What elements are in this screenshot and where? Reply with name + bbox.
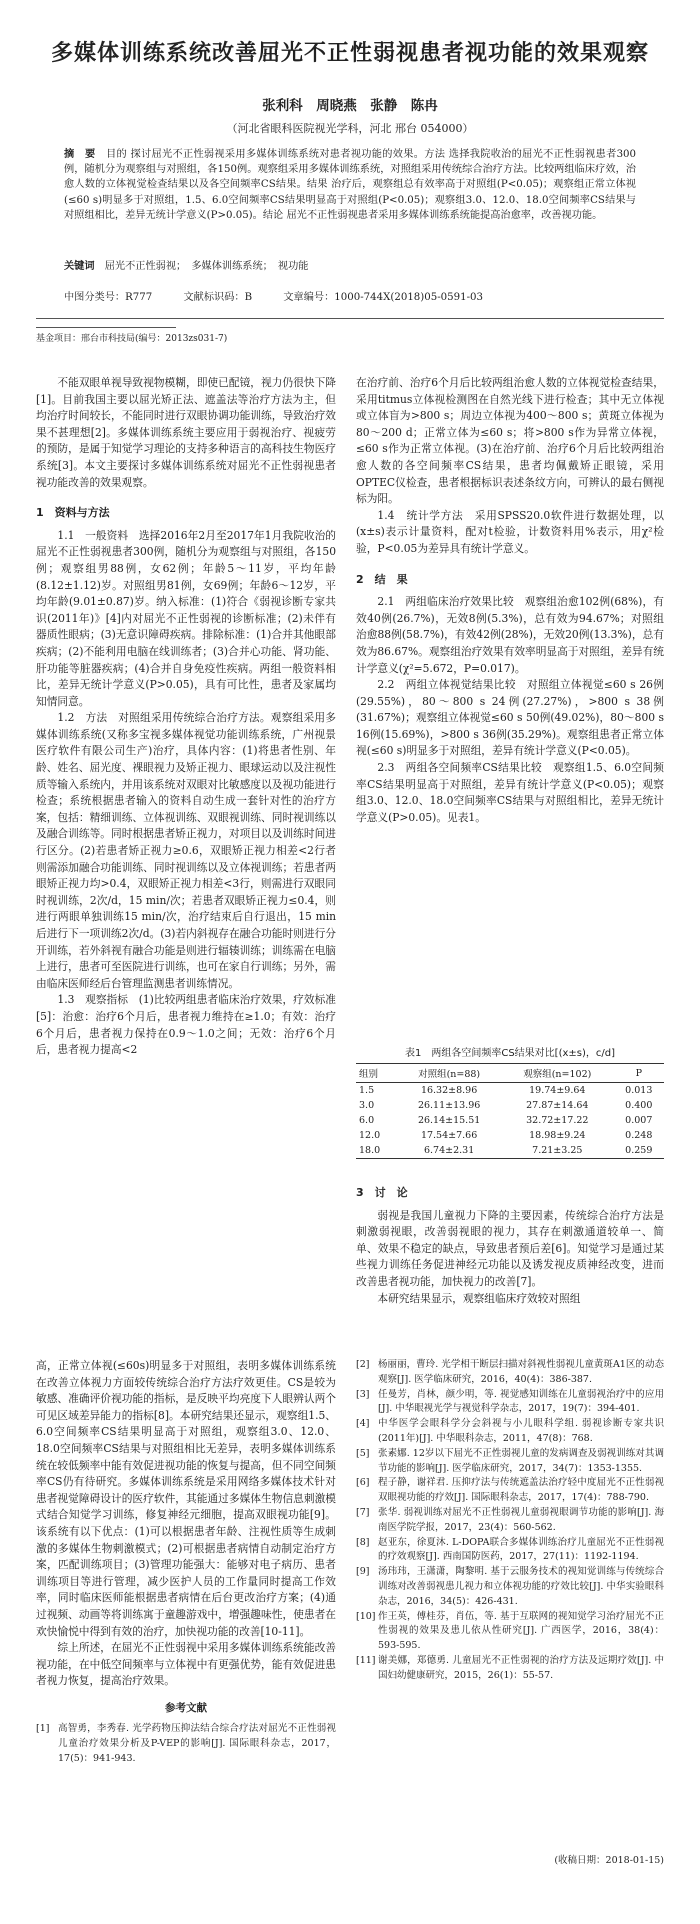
paragraph: 2.3 两组各空间频率CS结果比较 观察组1.5、6.0空间频率CS结果明显高于对照组，差异有统计学意义(P<0.05)；观察组3.0、12.0、18.0空间频率CS结果与对照组相比，差异无统计学意义(P>0.05)。见表1。 bbox=[356, 761, 664, 824]
table-cell: 32.72±17.22 bbox=[526, 1115, 589, 1126]
table-row bbox=[356, 1083, 664, 1099]
references-title: 参考文献 bbox=[165, 1701, 207, 1714]
table-cell: 0.400 bbox=[625, 1100, 653, 1111]
abstract-label: 摘 要 bbox=[64, 149, 96, 160]
section-heading: 2 结 果 bbox=[356, 572, 408, 586]
table-cell: 26.11±13.96 bbox=[417, 1100, 481, 1111]
keywords bbox=[64, 257, 636, 272]
reference-text: 任曼芳，肖林，颜少明，等. 视觉感知训练在儿童弱视治疗中的应用[J]. 中华眼视光学与视觉科学杂志，2017，19(7)：394-401. bbox=[378, 1388, 664, 1415]
table-row bbox=[356, 1143, 664, 1159]
section-heading: 1 资料与方法 bbox=[36, 506, 110, 520]
reference-item bbox=[356, 1565, 664, 1609]
table-cell: 1.5 bbox=[359, 1085, 375, 1096]
keywords-text: 屈光不正性弱视； 多媒体训练系统； 视功能 bbox=[104, 261, 309, 272]
right-column-2 bbox=[356, 1171, 664, 1307]
table-header-cell: 观察组(n=102) bbox=[523, 1069, 592, 1080]
article-number: 文章编号：1000-744X(2018)05-0591-03 bbox=[283, 292, 483, 303]
left-column-1 bbox=[36, 375, 336, 1059]
reference-item bbox=[356, 1610, 664, 1654]
table-cell: 6.0 bbox=[359, 1115, 375, 1126]
reference-item bbox=[356, 1358, 664, 1388]
abstract bbox=[64, 147, 636, 223]
abstract-text: 目的 探讨屈光不正性弱视采用多媒体训练系统对患者视功能的效果。方法 选择我院收治的屈光不正性弱视患者300例，随机分为观察组与对照组，各150例。观察组采用多媒体训练系统，对照组采用传统综合治疗方法。比较两组临床疗效，治愈人数的立体视觉检查结果以及各空间频率CS结果。结果 治疗后，观察组总有效率高于对照组(P<0.05)；观察组正常立体视(≤60 s)明显多于对照组，1.5、6.0空间频率CS结果明显高于对照组(P<0.05)；观察组3.0、12.0、18.0空间频率CS结果与对照组相比，差异无统计学意义(P>0.05)。结论 屈光不正性弱视患者采用多媒体训练系统能提高治愈率，改善视功能。 bbox=[64, 149, 637, 221]
reference-number: [8] bbox=[356, 1536, 370, 1548]
table-header-cell: P bbox=[635, 1067, 642, 1079]
paragraph: 1.4 统计学方法 采用SPSS20.0软件进行数据处理，以(x±s)表示计量资料，配对t检验，计数资料用%表示，用χ²检验，P<0.05为差异具有统计学意义。 bbox=[356, 508, 664, 555]
table-cell: 0.248 bbox=[625, 1130, 653, 1141]
reference-number: [7] bbox=[356, 1506, 370, 1518]
reference-text: 赵亚东，徐夏沐. L-DOPA联合多媒体训练治疗儿童屈光不正性弱视的疗效观察[J]. 西南国防医药，2017，27(11)：1192-1194. bbox=[378, 1536, 664, 1563]
reference-item bbox=[356, 1506, 664, 1536]
reference-item bbox=[356, 1447, 664, 1477]
reference-item bbox=[36, 1722, 336, 1766]
reference-number: [10] bbox=[356, 1610, 376, 1622]
keywords-label: 关键词 bbox=[64, 261, 95, 272]
header-divider bbox=[36, 318, 664, 319]
fund-note: 基金项目：邢台市科技局(编号：2013zs031-7) bbox=[36, 334, 228, 344]
paragraph: 本研究结果显示，观察组临床疗效较对照组 bbox=[377, 1291, 581, 1305]
reference-number: [9] bbox=[356, 1566, 370, 1578]
table-cell: 26.14±15.51 bbox=[417, 1115, 481, 1126]
table-cell: 12.0 bbox=[359, 1130, 381, 1141]
reference-text: 中华医学会眼科学分会斜视与小儿眼科学组. 弱视诊断专家共识(2011年)[J]. 中华眼科杂志，2011，47(8)：768. bbox=[378, 1418, 664, 1444]
reference-text: 程子静，谢祥君. 压抑疗法与传统遮盖法治疗轻中度屈光不正性弱视双眼视功能的疗效[J]. 国际眼科杂志，2017，17(4)：788-790. bbox=[378, 1477, 664, 1504]
table-cell: 0.013 bbox=[625, 1085, 653, 1096]
reference-number: [6] bbox=[356, 1477, 370, 1489]
document-code: 文献标识码：B bbox=[183, 292, 253, 303]
reference-text: 汤玮玮，王潇潇，陶黎明. 基于云服务技术的视知觉训练与传统综合训练对改善弱视患儿视力和立体视功能的疗效比较[J]. 中华实验眼科杂志，2016，34(5)：426-431. bbox=[378, 1566, 664, 1607]
paragraph: 在治疗前、治疗6个月后比较两组治愈人数的立体视觉检查结果，采用titmus立体视检测图在自然光线下进行检查；其中无立体视或立体盲为>800 s；周边立体视为400～800 s；黄斑立体视为80～200 d；正常立体为≤60 s；将>800 s作为异常立体视，≤60 s作为正常立体视。(3)在治疗前、治疗6个月后比较两组治愈人数的各空间频率CS结果，患者均佩戴矫正眼镜，采用OPTEC仪检查，患者根据标识表述条纹方向，可辨认的最右侧视标为阳。 bbox=[356, 376, 664, 506]
table-cell: 17.54±7.66 bbox=[420, 1130, 478, 1141]
reference-text: 张华. 弱视训练对屈光不正性弱视儿童弱视眼调节功能的影响[J]. 海南医学院学报，2017，23(4)：560-562. bbox=[378, 1506, 664, 1533]
footnote-divider bbox=[36, 327, 176, 328]
table-header-cell: 对照组(n=88) bbox=[418, 1069, 481, 1080]
table-cell: 3.0 bbox=[359, 1100, 375, 1111]
table-cell: 0.259 bbox=[625, 1145, 653, 1156]
paragraph: 1.1 一般资料 选择2016年2月至2017年1月我院收治的屈光不正性弱视患者300例，随机分为观察组与对照组，各150例；观察组男88例，女62例；年龄5～11岁，平均年龄(8.12±1.12)岁。对照组男81例，女69例；年龄6～12岁，平均年龄(9.01±0.87)岁。纳入标准：(1)符合《弱视诊断专家共识(2011年)》[4]内对屈光不正性弱视的诊断标准；(2)未伴有器质性眼病；(3)无意识障碍疾病。排除标准：(1)合并其他眼部疾病；(2)不能利用电脑在线训练者；(3)合并心功能、肾功能、肝功能等脏器疾病；(4)合并自身免疫性疾病。两组一般资料相比，差异无统计学意义(P>0.05)，具有可比性，患者及家属均知情同意。 bbox=[36, 528, 336, 708]
table-caption: 表1 两组各空间频率CS结果对比[(x±s)，c/d] bbox=[404, 1048, 616, 1059]
reference-item bbox=[356, 1388, 664, 1418]
received-date: (收稿日期：2018-01-15) bbox=[554, 1855, 664, 1866]
references-right bbox=[356, 1358, 664, 1684]
reference-text: 谢美娜，郑德勇. 儿童屈光不正性弱视的治疗方法及远期疗效[J]. 中国妇幼健康研究，2015，26(1)：55-57. bbox=[378, 1654, 664, 1681]
table-cell: 7.21±3.25 bbox=[532, 1145, 583, 1156]
table-cell: 6.74±2.31 bbox=[423, 1145, 475, 1156]
table-cell: 19.74±9.64 bbox=[529, 1085, 586, 1096]
reference-item bbox=[356, 1476, 664, 1506]
table-body bbox=[356, 1083, 664, 1159]
reference-text: 杨丽丽，曹玲. 光学相干断层扫描对斜视性弱视儿童黄斑A1区的动态观察[J]. 医学临床研究，2016，40(4)：386-387. bbox=[378, 1359, 664, 1385]
references-left bbox=[36, 1722, 336, 1766]
paper-title: 多媒体训练系统改善屈光不正性弱视患者视功能的效果观察 bbox=[50, 41, 649, 66]
section-heading: 3 讨 论 bbox=[356, 1186, 408, 1199]
classification-info bbox=[64, 288, 636, 303]
reference-number: [1] bbox=[36, 1723, 50, 1735]
table-header-row bbox=[356, 1064, 664, 1083]
reference-number: [4] bbox=[356, 1418, 370, 1430]
left-column-2 bbox=[36, 1358, 336, 1767]
table-header-cell: 组别 bbox=[359, 1069, 379, 1080]
table-row bbox=[356, 1098, 664, 1113]
table-cell: 16.32±8.96 bbox=[420, 1085, 478, 1096]
paragraph: 2.2 两组立体视觉结果比较 对照组立体视觉≤60 s 26例(29.55%)，80～800 s 24例(27.27%)，>800 s 38例(31.67%)；观察组立体视觉≤60 s 50例(49.02%)，80～800 s 16例(15.69%)，>800 s 36例(35.29%)。观察组患者正常立体视(≤60 s)明显多于对照组，差异有统计学意义(P<0.05)。 bbox=[356, 678, 664, 758]
results-table bbox=[356, 1044, 664, 1159]
table-cell: 27.87±14.64 bbox=[526, 1100, 589, 1111]
reference-item bbox=[356, 1536, 664, 1566]
paragraph: 高，正常立体视(≤60s)明显多于对照组，表明多媒体训练系统在改善立体视力方面较传统综合治疗方法疗效更佳。CS是较为敏感、准确评价视功能的指标，是反映平均亮度下人眼辨认两个可见区域差异能力的指标[8]。本研究结果还显示，观察组1.5、6.0空间频率CS结果明显高于对照组，观察组3.0、12.0、18.0空间频率CS结果与对照组相比无差异，表明多媒体训练系统在较低频率中能有效促进视功能的恢复与提高，但不同空间频率CS仍有待研究。多媒体训练系统是采用网络多媒体技术针对患者视觉障碍设计的医疗软件，其能通过多媒体生物信息刺激模式结合知觉学习训练，修复神经元细胞，提高双眼视功能[9]。该系统有以下优点：(1)可以根据患者年龄、注视性质等生成刺激的多媒体生物刺激模式；(2)可根据患者病情自动制定治疗方案，匹配训练项目；(3)管理功能强大：能够对电子病历、患者训练项目等进行管理，减少医护人员的工作量同时提高工作效率，同时临床医师能根据患者病情在后台更改治疗方案；(4)通过视频、动画等将训练寓于童趣游戏中，增强趣味性，使患者在欢快愉悦中得到有效的治疗，加快视功能的改善[10-11]。 bbox=[36, 1359, 336, 1638]
reference-number: [3] bbox=[356, 1388, 370, 1400]
reference-number: [2] bbox=[356, 1359, 370, 1370]
table-cell: 0.007 bbox=[625, 1115, 653, 1126]
table-cell: 18.0 bbox=[359, 1145, 381, 1156]
reference-text: 高智勇，李秀春. 光学药物压抑法结合综合疗法对屈光不正性弱视儿童治疗效果分析及P-VEP的影响[J]. 国际眼科杂志，2017，17(5)：941-943. bbox=[58, 1723, 336, 1765]
table-row bbox=[356, 1128, 664, 1143]
reference-item bbox=[356, 1417, 664, 1447]
left-column-2-text bbox=[36, 1358, 336, 1690]
right-column-1 bbox=[356, 375, 664, 826]
paragraph: 2.1 两组临床治疗效果比较 观察组治愈102例(68%)，有效40例(26.7%)，无效8例(5.3%)，总有效为94.67%；对照组治愈88例(58.7%)，有效42例(28%)，无效20例(13.3%)，总有效为86.67%。观察组治疗效果有效率明显高于对照组，差异有统计学意义(χ²=5.672，P=0.017)。 bbox=[356, 595, 664, 675]
paragraph: 弱视是我国儿童视力下降的主要因素，传统综合治疗方法是刺激弱视眼，改善弱视眼的视力，其存在刺激通道较单一、简单、效果不稳定的缺点，导致患者预后差[6]。知觉学习是通过某些视力训练任务促进神经元功能以及诱发视皮质神经改变，进而改善患者视功能，加快视力的改善[7]。 bbox=[356, 1208, 664, 1288]
reference-number: [5] bbox=[356, 1447, 370, 1459]
author-list: 张利科 周晓燕 张静 陈冉 bbox=[262, 98, 438, 114]
cs-table bbox=[356, 1063, 664, 1159]
paragraph: 综上所述，在屈光不正性弱视中采用多媒体训练系统能改善视功能，在中低空间频率与立体视中有更强优势，能有效促进患者视力恢复，提高治疗效果。 bbox=[36, 1641, 336, 1688]
clc-number: 中图分类号：R777 bbox=[64, 292, 153, 303]
reference-number: [11] bbox=[356, 1654, 376, 1666]
paragraph: 1.3 观察指标 (1)比较两组患者临床治疗效果，疗效标准[5]：治愈：治疗6个月后，患者视力维持在≥1.0；有效：治疗6个月后，患者视力保持在0.9～1.0之间；无效：治疗6个月后，患者视力提高<2 bbox=[36, 993, 336, 1057]
reference-text: 作王英，傅桂芬，肖伍，等. 基于互联网的视知觉学习治疗屈光不正性弱视的效果及患儿依从性研究[J]. 广西医学，2016，38(4)：593-595. bbox=[378, 1610, 664, 1652]
reference-text: 张素娜. 12岁以下屈光不正性弱视儿童的发病调查及弱视训练对其调节功能的影响[J]. 医学临床研究，2017，34(7)：1353-1355. bbox=[378, 1447, 664, 1474]
paragraph: 1.2 方法 对照组采用传统综合治疗方法。观察组采用多媒体训练系统(又称多宝视多媒体视觉功能训练系统，广州视景医疗软件有限公司生产)治疗，具体内容：(1)将患者性别、年龄、姓名、屈光度、裸眼视力及矫正视力、眼球运动以及注视性质等输入系统内，并用该系统对双眼对比敏感度以及视功能进行检查；系统根据患者输入的资料自动生成一套针对性的治疗方案，包括：精细训练、立体视训练、双眼视训练、同时视训练以及融合训练等。同时根据患者矫正视力，对项目以及训练时间进行区分。(2)若患者矫正视力≥0.6，双眼矫正视力相差<2行者则需添加融合功能训练、同时视训练以及立体视训练；若患者两眼矫正视力均>0.4，双眼矫正视力相差<3行，则需进行双眼同时视训练，2次/d，15 min/次；若患者双眼矫正视力≤0.4，则进行两眼单独训练15 min/次，治疗结束后自行退出，15 min后进行下一项训练2次/d。(3)若内斜视存在融合功能时则进行分开训练，若外斜视有融合功能是则进行辐辏训练；训练需在电脑上进行，患者可至医院进行训练，也可在家自行训练；另外，需由临床医师经后台管理监测患者训练情况。 bbox=[36, 711, 336, 990]
table-cell: 18.98±9.24 bbox=[529, 1130, 586, 1141]
affiliation: （河北省眼科医院视光学科，河北 邢台 054000） bbox=[226, 122, 474, 135]
table-row bbox=[356, 1113, 664, 1128]
reference-item bbox=[356, 1654, 664, 1684]
paragraph: 不能双眼单视导致视物模糊，即使已配镜，视力仍很快下降[1]。目前我国主要以屈光矫正法、遮盖法等治疗方法为主，但均治疗时间较长，不能同时进行双眼协调功能训练，导致治疗效果不甚理想[2]。多媒体训练系统主要应用于弱视治疗、视疲劳的预防，是属于知觉学习理论的支持多种语言的高科技生物医疗系统[3]。本文主要探讨多媒体训练系统对屈光不正性弱视患者视功能改善的效果观察。 bbox=[36, 376, 336, 489]
